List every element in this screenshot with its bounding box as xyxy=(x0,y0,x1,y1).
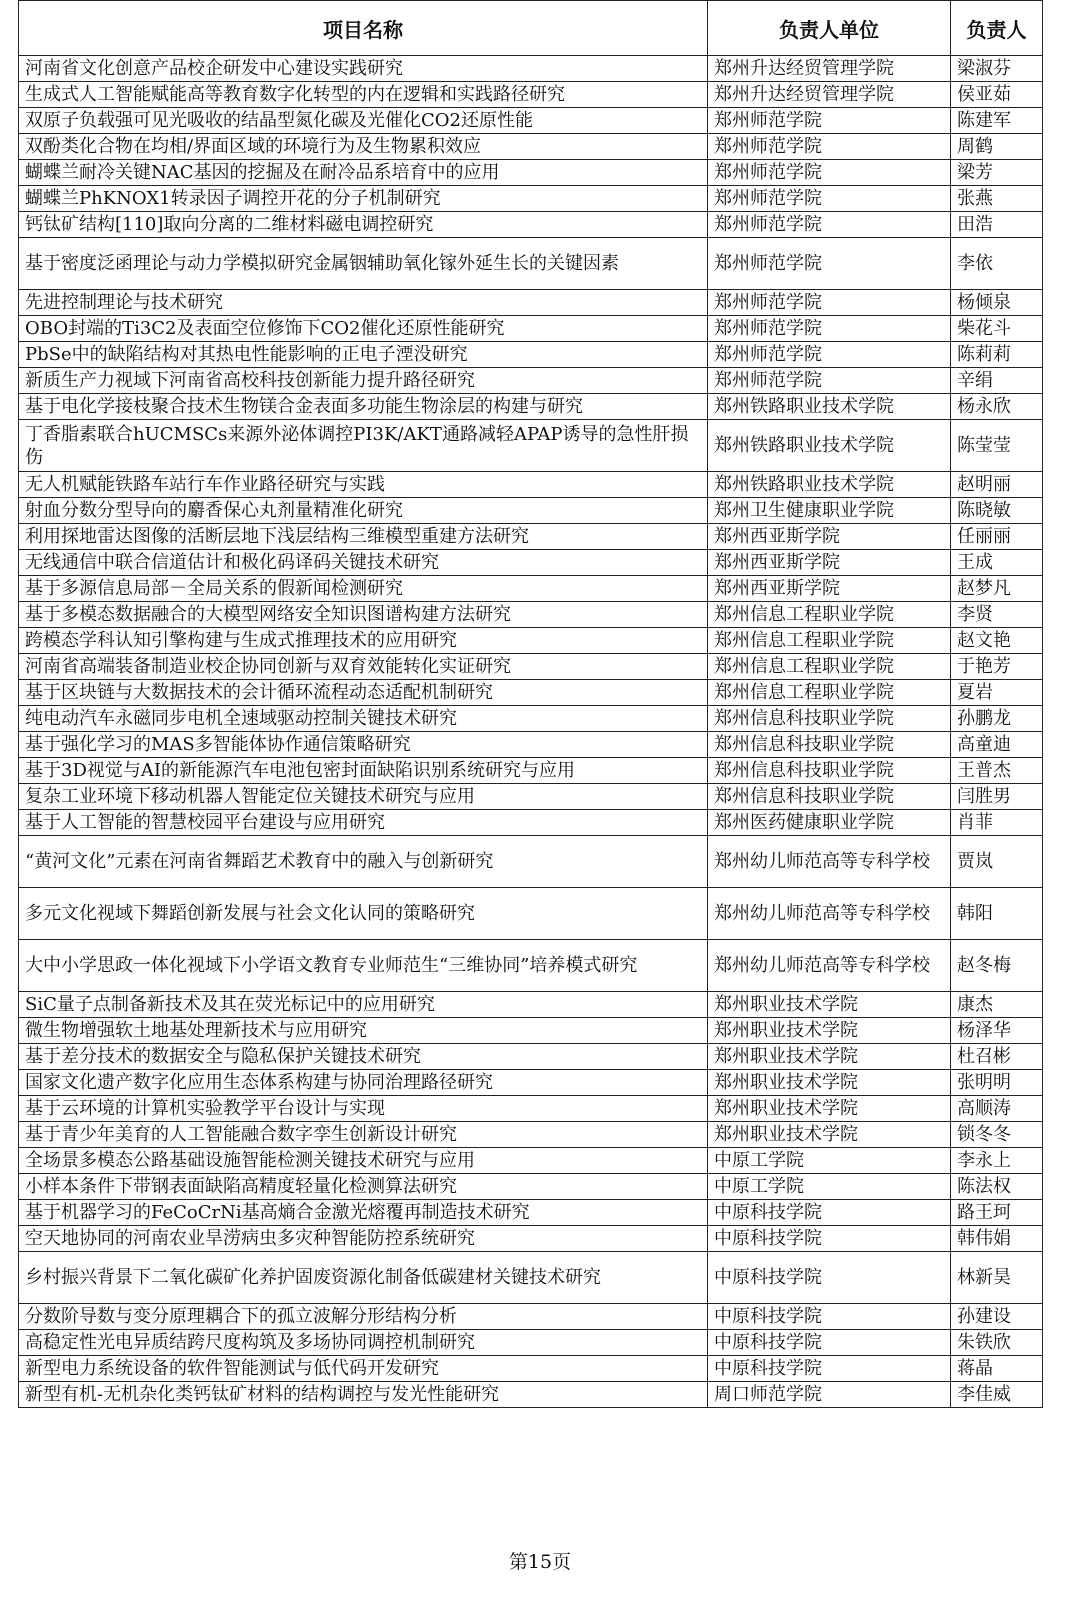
table-row xyxy=(19,1096,1043,1122)
lead-unit-cell: 中原科技学院 xyxy=(708,1226,951,1252)
lead-unit-cell: 郑州师范学院 xyxy=(708,186,951,212)
table-row xyxy=(19,1382,1043,1408)
table-row xyxy=(19,680,1043,706)
lead-person-cell: 杨泽华 xyxy=(951,1018,1043,1044)
lead-person-cell: 李佳威 xyxy=(951,1382,1043,1408)
project-name-cell: 利用探地雷达图像的活断层地下浅层结构三维模型重建方法研究 xyxy=(19,524,708,550)
project-name-cell: 新型电力系统设备的软件智能测试与低代码开发研究 xyxy=(19,1356,708,1382)
project-name-cell: 新质生产力视域下河南省高校科技创新能力提升路径研究 xyxy=(19,368,708,394)
lead-unit-cell: 郑州信息科技职业学院 xyxy=(708,706,951,732)
lead-unit-cell: 中原科技学院 xyxy=(708,1356,951,1382)
table-row xyxy=(19,1356,1043,1382)
lead-person-cell: 王普杰 xyxy=(951,758,1043,784)
project-name-cell: 乡村振兴背景下二氧化碳矿化养护固废资源化制备低碳建材关键技术研究 xyxy=(19,1252,708,1304)
project-name-cell: 蝴蝶兰耐冷关键NAC基因的挖掘及在耐冷品系培育中的应用 xyxy=(19,160,708,186)
lead-person-cell: 王成 xyxy=(951,550,1043,576)
project-name-cell: 国家文化遗产数字化应用生态体系构建与协同治理路径研究 xyxy=(19,1070,708,1096)
lead-unit-cell: 郑州职业技术学院 xyxy=(708,992,951,1018)
table-row xyxy=(19,628,1043,654)
lead-person-cell: 高童迪 xyxy=(951,732,1043,758)
lead-unit-cell: 郑州师范学院 xyxy=(708,342,951,368)
table-row xyxy=(19,784,1043,810)
project-name-cell: 基于差分技术的数据安全与隐私保护关键技术研究 xyxy=(19,1044,708,1070)
lead-person-cell: 李贤 xyxy=(951,602,1043,628)
lead-unit-cell: 郑州铁路职业技术学院 xyxy=(708,420,951,472)
lead-unit-cell: 郑州信息工程职业学院 xyxy=(708,654,951,680)
lead-person-cell: 陈莹莹 xyxy=(951,420,1043,472)
lead-unit-cell: 郑州师范学院 xyxy=(708,108,951,134)
table-row xyxy=(19,1148,1043,1174)
lead-person-cell: 辛绢 xyxy=(951,368,1043,394)
project-name-cell: SiC量子点制备新技术及其在荧光标记中的应用研究 xyxy=(19,992,708,1018)
project-name-cell: 生成式人工智能赋能高等教育数字化转型的内在逻辑和实践路径研究 xyxy=(19,82,708,108)
project-name-cell: 全场景多模态公路基础设施智能检测关键技术研究与应用 xyxy=(19,1148,708,1174)
lead-unit-cell: 郑州医药健康职业学院 xyxy=(708,810,951,836)
lead-unit-cell: 郑州信息科技职业学院 xyxy=(708,784,951,810)
project-name-cell: 无人机赋能铁路车站行车作业路径研究与实践 xyxy=(19,472,708,498)
lead-person-cell: 蒋晶 xyxy=(951,1356,1043,1382)
project-name-cell: 纯电动汽车永磁同步电机全速域驱动控制关键技术研究 xyxy=(19,706,708,732)
lead-person-cell: 侯亚茹 xyxy=(951,82,1043,108)
project-name-cell: 跨模态学科认知引擎构建与生成式推理技术的应用研究 xyxy=(19,628,708,654)
table-row xyxy=(19,238,1043,290)
table-row xyxy=(19,550,1043,576)
table-header-row xyxy=(19,1,1043,56)
table-row xyxy=(19,1226,1043,1252)
lead-unit-cell: 郑州师范学院 xyxy=(708,238,951,290)
lead-person-cell: 夏岩 xyxy=(951,680,1043,706)
project-name-cell: 大中小学思政一体化视域下小学语文教育专业师范生“三维协同”培养模式研究 xyxy=(19,940,708,992)
project-name-cell: 空天地协同的河南农业旱涝病虫多灾种智能防控系统研究 xyxy=(19,1226,708,1252)
lead-person-cell: 杨永欣 xyxy=(951,394,1043,420)
lead-unit-cell: 郑州西亚斯学院 xyxy=(708,550,951,576)
table-row xyxy=(19,134,1043,160)
lead-person-cell: 任丽丽 xyxy=(951,524,1043,550)
project-name-cell: 基于机器学习的FeCoCrNi基高熵合金激光熔覆再制造技术研究 xyxy=(19,1200,708,1226)
lead-unit-cell: 郑州卫生健康职业学院 xyxy=(708,498,951,524)
lead-person-cell: 周鹤 xyxy=(951,134,1043,160)
project-table xyxy=(18,0,1043,1408)
lead-unit-cell: 中原工学院 xyxy=(708,1174,951,1200)
project-name-cell: 蝴蝶兰PhKNOX1转录因子调控开花的分子机制研究 xyxy=(19,186,708,212)
project-name-cell: “黄河文化”元素在河南省舞蹈艺术教育中的融入与创新研究 xyxy=(19,836,708,888)
table-row xyxy=(19,836,1043,888)
lead-unit-cell: 郑州师范学院 xyxy=(708,368,951,394)
lead-person-cell: 赵明丽 xyxy=(951,472,1043,498)
lead-unit-cell: 郑州幼儿师范高等专科学校 xyxy=(708,888,951,940)
lead-unit-cell: 郑州师范学院 xyxy=(708,316,951,342)
table-row xyxy=(19,654,1043,680)
table-row xyxy=(19,940,1043,992)
lead-person-cell: 陈法权 xyxy=(951,1174,1043,1200)
project-name-cell: 多元文化视域下舞蹈创新发展与社会文化认同的策略研究 xyxy=(19,888,708,940)
project-name-cell: 先进控制理论与技术研究 xyxy=(19,290,708,316)
table-row xyxy=(19,1200,1043,1226)
lead-person-cell: 柴花斗 xyxy=(951,316,1043,342)
table-row xyxy=(19,394,1043,420)
lead-person-cell: 赵冬梅 xyxy=(951,940,1043,992)
table-row xyxy=(19,1174,1043,1200)
lead-person-cell: 韩阳 xyxy=(951,888,1043,940)
project-table-page xyxy=(18,0,1042,1408)
table-row xyxy=(19,706,1043,732)
lead-unit-cell: 郑州信息工程职业学院 xyxy=(708,628,951,654)
lead-person-cell: 赵文艳 xyxy=(951,628,1043,654)
table-row xyxy=(19,1252,1043,1304)
lead-person-cell: 张燕 xyxy=(951,186,1043,212)
project-name-cell: 射血分数分型导向的麝香保心丸剂量精准化研究 xyxy=(19,498,708,524)
lead-person-cell: 孙建设 xyxy=(951,1304,1043,1330)
lead-unit-cell: 郑州职业技术学院 xyxy=(708,1018,951,1044)
lead-person-cell: 梁淑芬 xyxy=(951,56,1043,82)
project-name-cell: 基于电化学接枝聚合技术生物镁合金表面多功能生物涂层的构建与研究 xyxy=(19,394,708,420)
lead-unit-cell: 郑州信息科技职业学院 xyxy=(708,732,951,758)
lead-person-cell: 高顺涛 xyxy=(951,1096,1043,1122)
lead-person-cell: 于艳芳 xyxy=(951,654,1043,680)
project-name-cell: 双酚类化合物在均相/界面区域的环境行为及生物累积效应 xyxy=(19,134,708,160)
project-name-cell: 基于强化学习的MAS多智能体协作通信策略研究 xyxy=(19,732,708,758)
lead-unit-cell: 郑州信息工程职业学院 xyxy=(708,680,951,706)
table-row xyxy=(19,56,1043,82)
table-row xyxy=(19,160,1043,186)
lead-person-cell: 杨倾泉 xyxy=(951,290,1043,316)
table-row xyxy=(19,316,1043,342)
project-name-cell: 基于密度泛函理论与动力学模拟研究金属铟辅助氧化镓外延生长的关键因素 xyxy=(19,238,708,290)
table-row xyxy=(19,1304,1043,1330)
lead-person-cell: 陈晓敏 xyxy=(951,498,1043,524)
header-project-name: 项目名称 xyxy=(19,1,708,56)
lead-person-cell: 林新昊 xyxy=(951,1252,1043,1304)
project-name-cell: 基于区块链与大数据技术的会计循环流程动态适配机制研究 xyxy=(19,680,708,706)
lead-person-cell: 路王珂 xyxy=(951,1200,1043,1226)
lead-person-cell: 陈莉莉 xyxy=(951,342,1043,368)
lead-unit-cell: 郑州铁路职业技术学院 xyxy=(708,394,951,420)
table-row xyxy=(19,420,1043,472)
table-row xyxy=(19,576,1043,602)
lead-unit-cell: 中原科技学院 xyxy=(708,1304,951,1330)
table-row xyxy=(19,212,1043,238)
project-name-cell: 小样本条件下带钢表面缺陷高精度轻量化检测算法研究 xyxy=(19,1174,708,1200)
lead-person-cell: 韩伟娟 xyxy=(951,1226,1043,1252)
lead-unit-cell: 郑州师范学院 xyxy=(708,212,951,238)
lead-person-cell: 李永上 xyxy=(951,1148,1043,1174)
table-row xyxy=(19,524,1043,550)
lead-person-cell: 杜召彬 xyxy=(951,1044,1043,1070)
table-row xyxy=(19,888,1043,940)
project-name-cell: 新型有机-无机杂化类钙钛矿材料的结构调控与发光性能研究 xyxy=(19,1382,708,1408)
table-row xyxy=(19,1070,1043,1096)
lead-unit-cell: 郑州职业技术学院 xyxy=(708,1044,951,1070)
table-row xyxy=(19,992,1043,1018)
table-row xyxy=(19,1018,1043,1044)
lead-unit-cell: 郑州幼儿师范高等专科学校 xyxy=(708,940,951,992)
project-name-cell: 微生物增强软土地基处理新技术与应用研究 xyxy=(19,1018,708,1044)
table-row xyxy=(19,732,1043,758)
lead-person-cell: 康杰 xyxy=(951,992,1043,1018)
lead-unit-cell: 郑州升达经贸管理学院 xyxy=(708,56,951,82)
lead-unit-cell: 郑州西亚斯学院 xyxy=(708,524,951,550)
project-name-cell: 基于3D视觉与AI的新能源汽车电池包密封面缺陷识别系统研究与应用 xyxy=(19,758,708,784)
lead-unit-cell: 郑州师范学院 xyxy=(708,290,951,316)
project-name-cell: 双原子负载强可见光吸收的结晶型氮化碳及光催化CO2还原性能 xyxy=(19,108,708,134)
lead-unit-cell: 中原科技学院 xyxy=(708,1252,951,1304)
project-name-cell: 基于人工智能的智慧校园平台建设与应用研究 xyxy=(19,810,708,836)
lead-person-cell: 梁芳 xyxy=(951,160,1043,186)
lead-unit-cell: 郑州升达经贸管理学院 xyxy=(708,82,951,108)
lead-person-cell: 贾岚 xyxy=(951,836,1043,888)
project-name-cell: 基于多模态数据融合的大模型网络安全知识图谱构建方法研究 xyxy=(19,602,708,628)
lead-person-cell: 肖菲 xyxy=(951,810,1043,836)
project-name-cell: 基于青少年美育的人工智能融合数字孪生创新设计研究 xyxy=(19,1122,708,1148)
lead-unit-cell: 郑州信息工程职业学院 xyxy=(708,602,951,628)
lead-person-cell: 陈建军 xyxy=(951,108,1043,134)
lead-person-cell: 朱铁欣 xyxy=(951,1330,1043,1356)
lead-person-cell: 田浩 xyxy=(951,212,1043,238)
project-name-cell: 高稳定性光电异质结跨尺度构筑及多场协同调控机制研究 xyxy=(19,1330,708,1356)
table-row xyxy=(19,602,1043,628)
project-name-cell: 基于多源信息局部－全局关系的假新闻检测研究 xyxy=(19,576,708,602)
table-row xyxy=(19,758,1043,784)
project-name-cell: 分数阶导数与变分原理耦合下的孤立波解分形结构分析 xyxy=(19,1304,708,1330)
table-row xyxy=(19,82,1043,108)
project-name-cell: 基于云环境的计算机实验教学平台设计与实现 xyxy=(19,1096,708,1122)
table-row xyxy=(19,810,1043,836)
lead-unit-cell: 郑州师范学院 xyxy=(708,160,951,186)
lead-unit-cell: 中原科技学院 xyxy=(708,1330,951,1356)
lead-unit-cell: 周口师范学院 xyxy=(708,1382,951,1408)
table-row xyxy=(19,342,1043,368)
lead-person-cell: 锁冬冬 xyxy=(951,1122,1043,1148)
table-row xyxy=(19,108,1043,134)
table-row xyxy=(19,1330,1043,1356)
table-row xyxy=(19,1044,1043,1070)
table-row xyxy=(19,368,1043,394)
lead-person-cell: 赵梦凡 xyxy=(951,576,1043,602)
table-row xyxy=(19,186,1043,212)
project-name-cell: PbSe中的缺陷结构对其热电性能影响的正电子湮没研究 xyxy=(19,342,708,368)
project-name-cell: 无线通信中联合信道估计和极化码译码关键技术研究 xyxy=(19,550,708,576)
table-row xyxy=(19,498,1043,524)
lead-unit-cell: 郑州师范学院 xyxy=(708,134,951,160)
header-lead-person: 负责人 xyxy=(951,1,1043,56)
lead-unit-cell: 中原工学院 xyxy=(708,1148,951,1174)
lead-unit-cell: 郑州西亚斯学院 xyxy=(708,576,951,602)
lead-unit-cell: 中原科技学院 xyxy=(708,1200,951,1226)
project-name-cell: 复杂工业环境下移动机器人智能定位关键技术研究与应用 xyxy=(19,784,708,810)
project-name-cell: 钙钛矿结构[110]取向分离的二维材料磁电调控研究 xyxy=(19,212,708,238)
lead-unit-cell: 郑州职业技术学院 xyxy=(708,1122,951,1148)
lead-person-cell: 孙鹏龙 xyxy=(951,706,1043,732)
table-row xyxy=(19,290,1043,316)
lead-person-cell: 闫胜男 xyxy=(951,784,1043,810)
lead-person-cell: 李依 xyxy=(951,238,1043,290)
lead-unit-cell: 郑州铁路职业技术学院 xyxy=(708,472,951,498)
project-name-cell: OBO封端的Ti3C2及表面空位修饰下CO2催化还原性能研究 xyxy=(19,316,708,342)
project-name-cell: 河南省高端装备制造业校企协同创新与双育效能转化实证研究 xyxy=(19,654,708,680)
page-number: 第15页 xyxy=(508,1551,572,1573)
header-lead-unit: 负责人单位 xyxy=(708,1,951,56)
lead-unit-cell: 郑州职业技术学院 xyxy=(708,1096,951,1122)
lead-unit-cell: 郑州信息科技职业学院 xyxy=(708,758,951,784)
lead-unit-cell: 郑州职业技术学院 xyxy=(708,1070,951,1096)
table-row xyxy=(19,472,1043,498)
project-name-cell: 丁香脂素联合hUCMSCs来源外泌体调控PI3K/AKT通路减轻APAP诱导的急性肝损伤 xyxy=(19,420,708,472)
project-name-cell: 河南省文化创意产品校企研发中心建设实践研究 xyxy=(19,56,708,82)
lead-unit-cell: 郑州幼儿师范高等专科学校 xyxy=(708,836,951,888)
lead-person-cell: 张明明 xyxy=(951,1070,1043,1096)
table-row xyxy=(19,1122,1043,1148)
